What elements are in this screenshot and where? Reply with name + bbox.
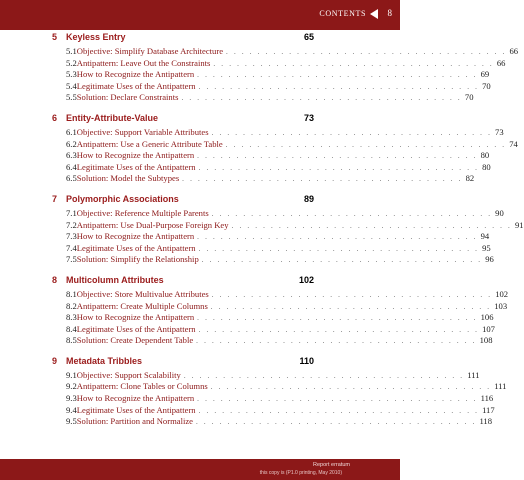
header-bar [0, 0, 400, 30]
section-page-number: 70 [482, 80, 491, 91]
section-entry[interactable] [52, 69, 490, 81]
section-entry[interactable] [52, 126, 504, 139]
section-entry[interactable] [52, 381, 507, 393]
chapter-entry[interactable] [52, 113, 314, 127]
report-erratum-link[interactable]: Report erratum [313, 462, 350, 468]
section-page-number: 111 [467, 369, 480, 380]
chapter-number: 8 [52, 274, 58, 285]
section-entry[interactable] [52, 161, 491, 174]
section-entry[interactable] [52, 393, 494, 405]
dot-leader: . . . . . . . . . . . . . . . . . . . . . . . . . . . . . . . . . . . . [201, 256, 483, 265]
section-page-number: 118 [479, 416, 493, 427]
section-number: 8.2 [66, 300, 77, 311]
section-page-number: 95 [482, 242, 491, 253]
dot-leader: . . . . . . . . . . . . . . . . . . . . . . . . . . . . . . . . . . . . [226, 48, 507, 56]
chapter-block [52, 32, 519, 104]
chapter-entry[interactable] [52, 275, 314, 289]
dot-leader: . . . . . . . . . . . . . . . . . . . . . . . . . . . . . . . . . . . . [181, 94, 462, 103]
dot-leader: . . . . . . . . . . . . . . . . . . . . . . . . . . . . . . . . . . . . [225, 140, 507, 149]
section-number: 7.4 [66, 242, 77, 253]
section-page-number: 117 [482, 404, 495, 415]
dot-leader: . . . . . . . . . . . . . . . . . . . . . . . . . . . . . . . . . . . . [198, 82, 480, 91]
copy-notice: this copy is (P1.0 printing, May 2010) [259, 470, 342, 476]
section-number: 9.2 [66, 381, 77, 392]
section-title-link[interactable]: Solution: Simplify the Relationship [76, 254, 199, 265]
section-title-link[interactable]: Solution: Model the Subtypes [76, 173, 180, 184]
section-page-number: 94 [480, 231, 490, 242]
section-page-number: 90 [495, 207, 504, 218]
chapter-block [52, 274, 509, 347]
dot-leader: . . . . . . . . . . . . . . . . . . . . . . . . . . . . . . . . . . . . [197, 71, 478, 80]
section-number: 5.1 [66, 46, 77, 56]
section-number: 5.2 [66, 57, 77, 68]
dot-leader: . . . . . . . . . . . . . . . . . . . . . . . . . . . . . . . . . . . . [198, 406, 480, 415]
section-entry[interactable] [52, 219, 524, 232]
dot-leader: . . . . . . . . . . . . . . . . . . . . . . . . . . . . . . . . . . . . [182, 175, 463, 184]
chapter-entry[interactable] [52, 356, 314, 370]
section-page-number: 80 [480, 150, 490, 161]
chapter-title: Keyless Entry [66, 32, 126, 42]
section-title-link[interactable]: Antipattern: Use a Generic Attribute Table [76, 138, 223, 149]
dot-leader: . . . . . . . . . . . . . . . . . . . . . . . . . . . . . . . . . . . . [198, 163, 480, 172]
chapter-title: Polymorphic Associations [66, 193, 179, 204]
section-entry[interactable] [52, 231, 490, 243]
section-number: 8.3 [66, 312, 77, 323]
section-number: 7.5 [66, 254, 77, 265]
section-title-link[interactable]: Objective: Support Variable Attributes [76, 126, 209, 137]
section-page-number: 80 [482, 161, 491, 172]
section-entry[interactable] [52, 242, 491, 255]
section-page-number: 70 [464, 92, 474, 103]
chapter-number: 7 [52, 193, 58, 204]
section-number: 7.3 [66, 231, 77, 242]
dot-leader: . . . . . . . . . . . . . . . . . . . . . . . . . . . . . . . . . . . . [196, 418, 477, 427]
section-entry[interactable] [52, 207, 504, 220]
section-number: 9.5 [66, 416, 77, 427]
dot-leader: . . . . . . . . . . . . . . . . . . . . . . . . . . . . . . . . . . . . [210, 383, 492, 392]
section-title-link[interactable]: Legitimate Uses of the Antipattern [76, 323, 196, 334]
section-title-link[interactable]: Solution: Create Dependent Table [76, 335, 194, 346]
section-entry[interactable] [52, 254, 494, 266]
chapter-page-number: 102 [298, 274, 314, 285]
section-entry[interactable] [52, 92, 474, 104]
dot-leader: . . . . . . . . . . . . . . . . . . . . . . . . . . . . . . . . . . . . [183, 371, 465, 380]
chapter-number: 6 [52, 112, 58, 123]
section-number: 6.3 [66, 150, 77, 161]
section-page-number: 74 [509, 138, 518, 149]
dot-leader: . . . . . . . . . . . . . . . . . . . . . . . . . . . . . . . . . . . . [197, 152, 478, 161]
chapter-title: Entity-Attribute-Value [66, 112, 159, 123]
dot-leader: . . . . . . . . . . . . . . . . . . . . . . . . . . . . . . . . . . . . [197, 314, 478, 323]
section-page-number: 103 [494, 300, 508, 311]
dot-leader: . . . . . . . . . . . . . . . . . . . . . . . . . . . . . . . . . . . . [198, 325, 480, 334]
section-entry[interactable] [52, 312, 494, 324]
chapter-page-number: 89 [303, 193, 314, 204]
chapter-page-number: 110 [299, 355, 314, 366]
header-page-number: 8 [387, 8, 392, 18]
section-title-link[interactable]: Legitimate Uses of the Antipattern [76, 242, 196, 253]
section-number: 7.1 [66, 207, 77, 218]
section-entry[interactable] [52, 300, 508, 313]
section-entry[interactable] [52, 80, 491, 93]
chapter-entry[interactable] [52, 194, 314, 208]
section-page-number: 108 [479, 335, 493, 346]
section-page-number: 82 [465, 173, 475, 184]
section-title-link[interactable]: How to Recognize the Antipattern [76, 393, 195, 404]
chapter-page-number: 65 [303, 32, 314, 42]
dot-leader: . . . . . . . . . . . . . . . . . . . . . . . . . . . . . . . . . . . . [213, 59, 494, 68]
section-number: 5.4 [66, 80, 77, 91]
section-title-link[interactable]: Legitimate Uses of the Antipattern [76, 161, 196, 172]
section-title-link[interactable]: Solution: Partition and Normalize [76, 416, 193, 427]
section-number: 7.2 [66, 219, 77, 230]
section-title-link[interactable]: Objective: Reference Multiple Parents [76, 207, 209, 218]
dot-leader: . . . . . . . . . . . . . . . . . . . . . . . . . . . . . . . . . . . . [197, 233, 478, 242]
dot-leader: . . . . . . . . . . . . . . . . . . . . . . . . . . . . . . . . . . . . [198, 244, 480, 253]
section-page-number: 106 [480, 312, 494, 323]
chapter-block [52, 112, 518, 185]
section-number: 6.5 [66, 173, 77, 184]
section-number: 5.5 [66, 92, 77, 103]
section-page-number: 69 [480, 69, 490, 80]
dot-leader: . . . . . . . . . . . . . . . . . . . . . . . . . . . . . . . . . . . . [211, 290, 493, 299]
section-entry[interactable] [52, 416, 493, 428]
section-page-number: 111 [494, 381, 507, 392]
section-title-link[interactable]: Legitimate Uses of the Antipattern [76, 404, 196, 415]
section-title-link[interactable]: How to Recognize the Antipattern [76, 312, 195, 323]
section-number: 9.1 [66, 369, 77, 380]
section-page-number: 66 [496, 57, 506, 68]
dot-leader: . . . . . . . . . . . . . . . . . . . . . . . . . . . . . . . . . . . . [196, 337, 477, 346]
section-title-link[interactable]: Antipattern: Leave Out the Constraints [76, 57, 211, 68]
section-number: 6.1 [66, 126, 77, 137]
chapter-page-number: 73 [303, 112, 314, 123]
dot-leader: . . . . . . . . . . . . . . . . . . . . . . . . . . . . . . . . . . . . [197, 395, 478, 404]
dot-leader: . . . . . . . . . . . . . . . . . . . . . . . . . . . . . . . . . . . . [231, 221, 512, 230]
section-number: 9.3 [66, 393, 77, 404]
section-page-number: 116 [480, 393, 494, 404]
section-title-link[interactable]: Solution: Declare Constraints [76, 92, 179, 103]
previous-page-arrow-icon[interactable] [370, 9, 378, 19]
dot-leader: . . . . . . . . . . . . . . . . . . . . . . . . . . . . . . . . . . . . [211, 209, 493, 218]
section-title-link[interactable]: Objective: Simplify Database Architecture [76, 46, 224, 56]
section-title-link[interactable]: How to Recognize the Antipattern [76, 69, 195, 80]
section-page-number: 102 [495, 288, 509, 299]
section-title-link[interactable]: Antipattern: Clone Tables or Columns [76, 381, 208, 392]
section-entry[interactable] [52, 369, 480, 382]
section-number: 5.3 [66, 69, 77, 80]
section-entry[interactable] [52, 150, 490, 162]
chapter-title: Metadata Tribbles [66, 355, 143, 366]
section-page-number: 66 [509, 46, 519, 56]
section-entry[interactable] [52, 57, 506, 70]
section-number: 8.5 [66, 335, 77, 346]
section-page-number: 73 [495, 126, 504, 137]
section-number: 6.2 [66, 138, 77, 149]
table-of-contents [52, 32, 524, 437]
section-entry[interactable] [52, 404, 495, 417]
section-number: 9.4 [66, 404, 77, 415]
section-title-link[interactable]: Antipattern: Create Multiple Columns [76, 300, 208, 311]
section-entry[interactable] [52, 138, 518, 151]
section-number: 8.1 [66, 288, 77, 299]
section-title-link[interactable]: How to Recognize the Antipattern [76, 150, 195, 161]
chapter-entry[interactable] [52, 32, 314, 46]
section-entry[interactable] [52, 335, 493, 347]
chapter-title: Multicolumn Attributes [66, 274, 164, 285]
chapter-block [52, 355, 507, 428]
section-title-link[interactable]: Antipattern: Use Dual-Purpose Foreign Key [76, 219, 229, 230]
section-entry[interactable] [52, 323, 495, 336]
chapter-number: 5 [52, 32, 58, 42]
section-page-number: 91 [515, 219, 524, 230]
section-number: 8.4 [66, 323, 77, 334]
chapter-number: 9 [52, 355, 58, 366]
dot-leader: . . . . . . . . . . . . . . . . . . . . . . . . . . . . . . . . . . . . [211, 128, 493, 137]
section-page-number: 96 [485, 254, 494, 265]
section-title-link[interactable]: Objective: Support Scalability [76, 369, 181, 380]
section-page-number: 107 [482, 323, 495, 334]
section-entry[interactable] [52, 173, 475, 185]
chapter-block [52, 193, 524, 266]
dot-leader: . . . . . . . . . . . . . . . . . . . . . . . . . . . . . . . . . . . . [210, 302, 492, 311]
section-title-link[interactable]: Objective: Store Multivalue Attributes [76, 288, 209, 299]
section-number: 6.4 [66, 161, 77, 172]
section-title-link[interactable]: Legitimate Uses of the Antipattern [76, 80, 196, 91]
section-entry[interactable] [52, 46, 519, 58]
header-section-label: CONTENTS [319, 9, 366, 18]
section-title-link[interactable]: How to Recognize the Antipattern [76, 231, 195, 242]
section-entry[interactable] [52, 288, 509, 301]
footer-bar [0, 459, 400, 480]
